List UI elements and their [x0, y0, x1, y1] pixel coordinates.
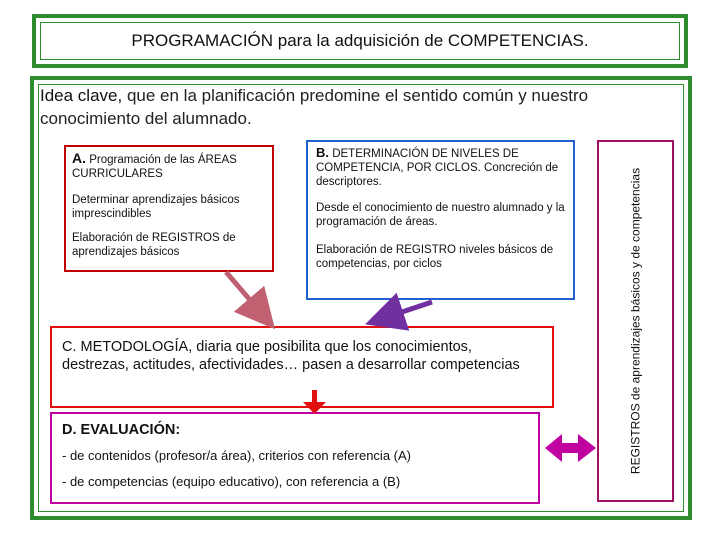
key-idea-text: que en la planificación predomine el sentido común y nuestro conocimiento del alumnado.	[40, 86, 589, 128]
arrow-b-to-c	[384, 302, 432, 318]
box-b-letter: B.	[316, 145, 329, 160]
box-c-text: METODOLOGÍA, diaria que posibilita que los conocimientos, destrezas, actitudes, afectividades… pasen a desarrollar competencias	[62, 339, 520, 373]
page-title: PROGRAMACIÓN para la adquisición de COMPETENCIAS.	[131, 31, 589, 50]
box-a-item-2: Elaboración de REGISTROS de aprendizajes básicos	[72, 232, 236, 258]
key-idea-prefix: Idea clave,	[40, 86, 123, 105]
box-c-letter: C.	[62, 339, 77, 355]
box-a-item-1: Determinar aprendizajes básicos imprescindibles	[72, 194, 240, 220]
box-b-title: DETERMINACIÓN DE NIVELES DE COMPETENCIA, POR CICLOS. Concreción de descriptores.	[316, 148, 559, 188]
box-a-letter: A.	[72, 150, 86, 166]
arrow-c-to-d	[303, 390, 326, 414]
double-arrow-d-side	[545, 434, 596, 462]
arrow-a-to-c	[226, 272, 262, 314]
box-d-line-1: - de contenidos (profesor/a área), criterios con referencia (A)	[62, 448, 411, 463]
box-a-title: Programación de las ÁREAS CURRICULARES	[72, 154, 237, 180]
box-b-item-1: Desde el conocimiento de nuestro alumnado y la programación de áreas.	[316, 202, 565, 228]
box-b-item-2: Elaboración de REGISTRO niveles básicos de competencias, por ciclos	[316, 244, 554, 270]
box-d-header: D. EVALUACIÓN:	[62, 422, 181, 438]
side-registers-text: REGISTROS de aprendizajes básicos y de competencias	[628, 167, 642, 475]
box-d-line-2: - de competencias (equipo educativo), con referencia a (B)	[62, 474, 401, 489]
